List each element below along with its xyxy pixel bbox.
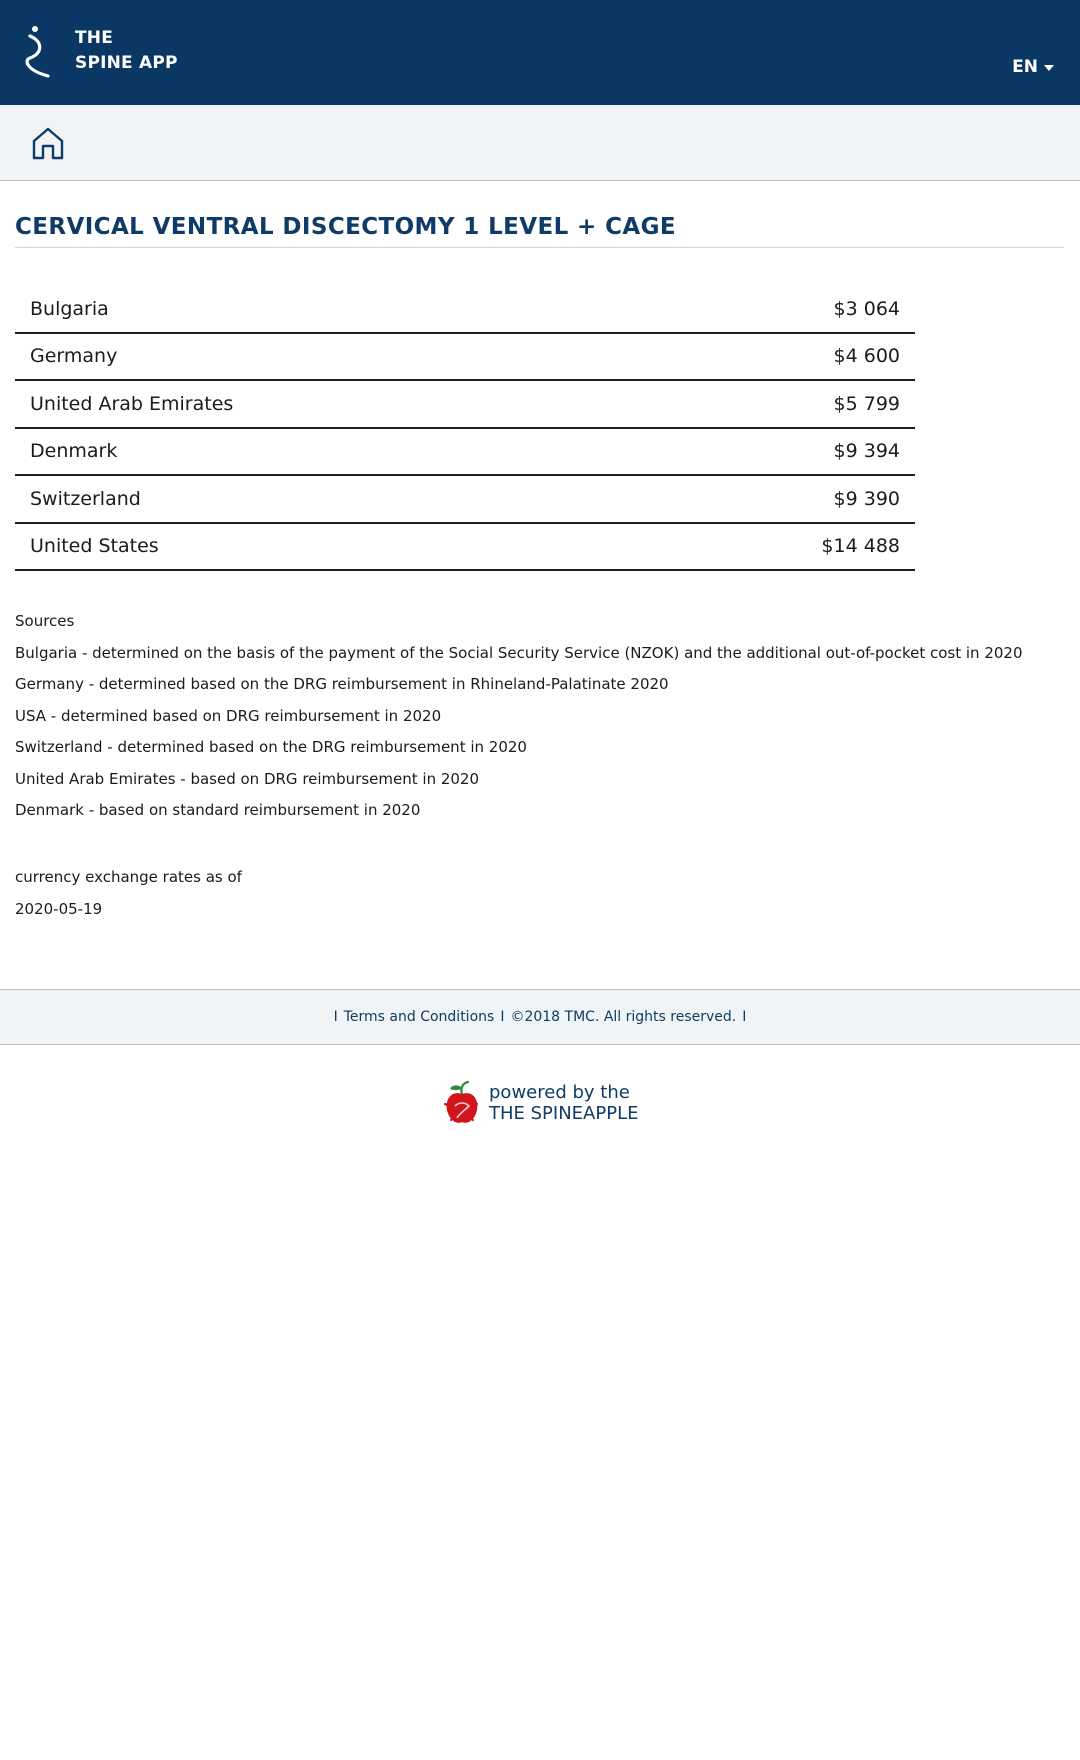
footer-separator: I xyxy=(333,1009,338,1025)
footer-separator: I xyxy=(500,1009,505,1025)
brand-line-2: SPINE APP xyxy=(75,53,178,73)
source-line: USA - determined based on DRG reimbursement in 2020 xyxy=(15,706,442,725)
price-row xyxy=(15,334,915,382)
language-label: EN xyxy=(1012,57,1038,77)
price-value: $9 394 xyxy=(833,440,900,463)
country-name: Bulgaria xyxy=(30,297,109,320)
caret-down-icon xyxy=(1044,65,1054,71)
price-row xyxy=(15,429,915,477)
source-line: Germany - determined based on the DRG reimbursement in Rhineland-Palatinate 2020 xyxy=(15,675,669,693)
price-row xyxy=(15,476,915,524)
price-row xyxy=(15,381,915,429)
sources-heading: Sources xyxy=(15,612,75,630)
country-name: United States xyxy=(30,535,159,558)
source-line: Denmark - based on standard reimbursement in 2020 xyxy=(15,801,421,819)
exchange-rates-date: 2020-05-19 xyxy=(15,899,103,918)
sources-section xyxy=(15,606,1023,827)
brand-line-1: THE xyxy=(75,28,114,48)
powered-line-2: THE SPINEAPPLE xyxy=(489,1103,639,1124)
footer-separator: I xyxy=(742,1009,747,1025)
terms-link[interactable]: Terms and Conditions xyxy=(343,1009,495,1025)
home-icon[interactable] xyxy=(30,125,66,161)
powered-by-text xyxy=(489,1082,638,1124)
powered-line-1: powered by the xyxy=(489,1082,630,1103)
source-line: Bulgaria - determined on the basis of the payment of the Social Security Service (NZOK) and the additional out-of-pocket cost in 2020 xyxy=(15,643,1023,662)
price-row xyxy=(15,286,915,334)
country-name: United Arab Emirates xyxy=(30,392,234,415)
country-name: Switzerland xyxy=(30,487,141,510)
price-value: $4 600 xyxy=(833,345,900,368)
price-row xyxy=(15,524,915,572)
powered-by-badge[interactable] xyxy=(443,1080,638,1126)
copyright-text: ©2018 TMC. All rights reserved. xyxy=(510,1009,737,1025)
source-line: United Arab Emirates - based on DRG reimbursement in 2020 xyxy=(15,769,480,788)
page-title: CERVICAL VENTRAL DISCECTOMY 1 LEVEL + CAGE xyxy=(15,214,677,240)
price-table xyxy=(15,286,915,571)
price-value: $3 064 xyxy=(833,297,900,320)
exchange-rates-label: currency exchange rates as of xyxy=(15,868,242,886)
app-brand[interactable] xyxy=(75,26,178,76)
price-value: $5 799 xyxy=(833,392,900,415)
language-dropdown[interactable] xyxy=(1012,57,1054,77)
source-line: Switzerland - determined based on the DRG reimbursement in 2020 xyxy=(15,738,527,756)
app-header xyxy=(0,0,1080,105)
breadcrumb-bar xyxy=(0,105,1080,181)
country-name: Germany xyxy=(30,345,118,368)
page-footer xyxy=(0,989,1080,1045)
title-divider xyxy=(15,247,1064,248)
price-value: $14 488 xyxy=(821,535,900,558)
price-value: $9 390 xyxy=(833,487,900,510)
exchange-rates-section xyxy=(15,862,242,925)
spineapple-logo-icon xyxy=(443,1080,481,1126)
spine-logo-icon[interactable] xyxy=(18,24,58,80)
country-name: Denmark xyxy=(30,440,118,463)
